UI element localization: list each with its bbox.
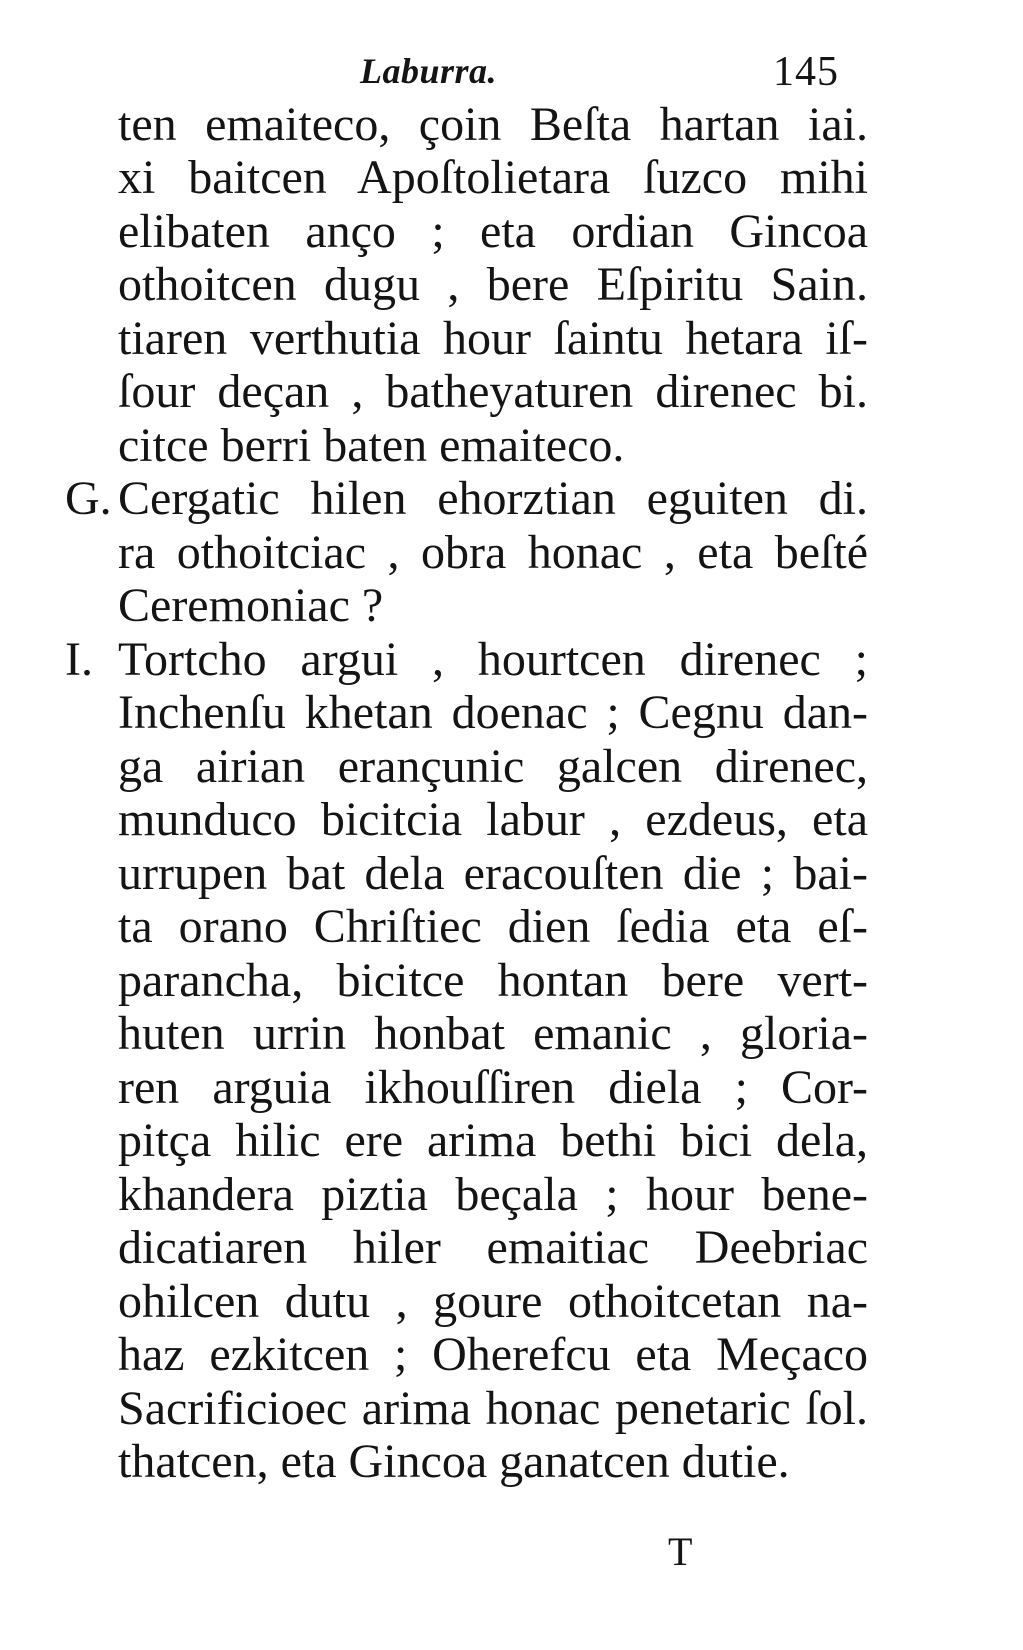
- text-line: ſour deçan , batheyaturen direnec bi.: [118, 365, 868, 418]
- answer-line: thatcen, eta Gincoa ganatcen dutie.: [118, 1435, 790, 1488]
- answer-line: ta orano Chriſtiec dien ſedia eta eſ-: [118, 900, 868, 953]
- answer-line: haz ezkitcen ; Oherefcu eta Meçaco: [118, 1328, 868, 1381]
- answer-line: urrupen bat dela eracouſten die ; bai-: [118, 847, 868, 900]
- answer-line: Tortcho argui , hourtcen direnec ;: [118, 633, 868, 686]
- text-line: xi baitcen Apoſtolietara ſuzco mihi: [118, 151, 868, 204]
- text-line: ten emaiteco, çoin Beſta hartan iai.: [118, 98, 868, 151]
- running-title: Laburra.: [360, 51, 498, 91]
- signature-mark: T: [668, 1529, 694, 1574]
- question-line: Cergatic hilen ehorztian eguiten di.: [118, 472, 868, 525]
- answer-marker: I.: [65, 633, 93, 686]
- answer-line: Sacrificioec arima honac penetaric ſol.: [118, 1382, 868, 1435]
- question-marker: G.: [65, 472, 112, 525]
- answer-line: pitça hilic ere arima bethi bici dela,: [118, 1114, 868, 1167]
- text-line: elibaten anço ; eta ordian Gincoa: [118, 205, 868, 258]
- answer-line: ren arguia ikhouſſiren diela ; Cor-: [118, 1061, 868, 1114]
- answer-line: ga airian erançunic galcen direnec,: [118, 740, 868, 793]
- answer-line: Inchenſu khetan doenac ; Cegnu dan-: [118, 686, 868, 739]
- text-line: citce berri baten emaiteco.: [118, 419, 625, 472]
- answer-line: munduco bicitcia labur , ezdeus, eta: [118, 793, 868, 846]
- answer-line: parancha, bicitce hontan bere vert-: [118, 954, 868, 1007]
- page-number: 145: [773, 49, 839, 95]
- answer-line: khandera piztia beçala ; hour bene-: [118, 1168, 868, 1221]
- question-line: ra othoitciac , obra honac , eta beſté: [118, 526, 868, 579]
- answer-line: dicatiaren hiler emaitiac Deebriac: [118, 1221, 868, 1274]
- text-line: tiaren verthutia hour ſaintu hetara iſ-: [118, 312, 868, 365]
- question-line: Ceremoniac ?: [118, 579, 384, 632]
- answer-line: huten urrin honbat emanic , gloria-: [118, 1007, 868, 1060]
- text-line: othoitcen dugu , bere Eſpiritu Sain.: [118, 258, 868, 311]
- answer-line: ohilcen dutu , goure othoitcetan na-: [118, 1275, 868, 1328]
